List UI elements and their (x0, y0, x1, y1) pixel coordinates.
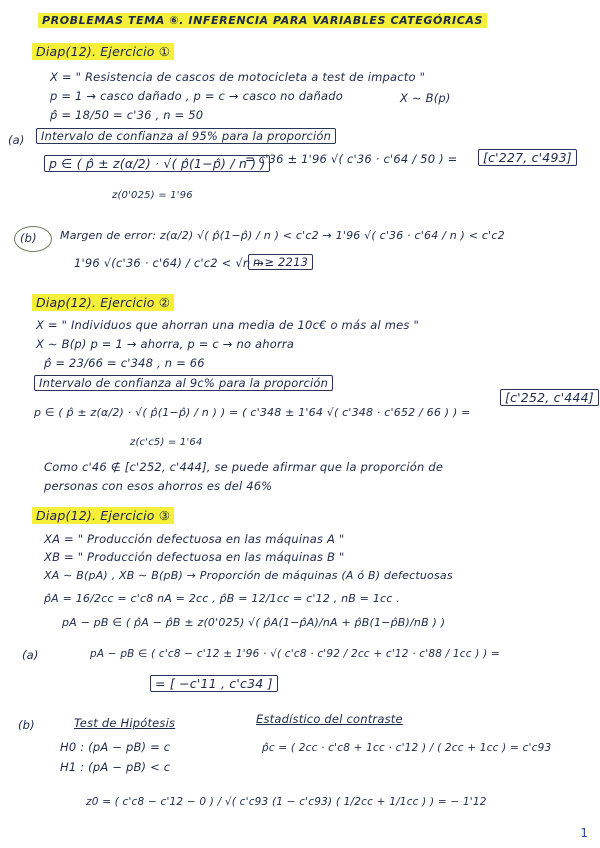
ej3-h1: H1 : (pA − pB) < c (60, 760, 171, 774)
ej2-a-result (500, 390, 599, 405)
ej3-header (32, 508, 174, 523)
ej1-line2: p = 1 → casco dañado , p = c → casco no dañado (50, 89, 343, 103)
ej2-a-title (34, 376, 333, 390)
ej1-b-label: (b) (20, 231, 37, 245)
ej3-h0: H0 : (pA − pB) = c (60, 740, 171, 754)
ej2-a-title-text: Intervalo de confianza al 9c% para la proporción (34, 375, 333, 391)
ej1-line1: X = " Resistencia de cascos de motocicleta a test de impacto " (50, 70, 426, 84)
ej3-b-stat-title: Estadístico del contraste (256, 712, 403, 726)
ej1-b-line2: 1'96 √(c'36 · c'64) / c'c2 < √n → (74, 256, 265, 270)
ej1-a-title-text: Intervalo de confianza al 95% para la proporción (36, 128, 336, 144)
ej2-line1: X = " Individuos que ahorran una media de 10c€ o más al mes " (36, 318, 419, 332)
ej3-line3: XA ∼ B(pA) , XB ∼ B(pB) → Proporción de máquinas (A ó B) defectuosas (44, 569, 453, 582)
ej2-line2: X ∼ B(p) p = 1 → ahorra, p = c → no ahorra (36, 337, 295, 351)
ej1-a-eq: = c'36 ± 1'96 √( c'36 · c'64 / 50 ) = (245, 152, 458, 166)
ej2-a-note: z(c'c5) = 1'64 (130, 437, 203, 448)
page-number: 1 (580, 826, 588, 840)
ej3-header-text: Diap(12). Ejercicio ③ (32, 507, 174, 524)
ej3-line2: XB = " Producción defectuosa en las máquinas B " (44, 550, 345, 564)
ej2-header (32, 295, 174, 310)
ej1-b-line1: Margen de error: z(α/2) √( p̂(1−p̂) / n ) < c'c2 → 1'96 √( c'36 · c'64 / n ) < c'c2 (60, 229, 505, 242)
ej2-line3: p̂ = 23/66 = c'348 , n = 66 (44, 356, 205, 370)
ej3-b-title: Test de Hipótesis (74, 716, 176, 730)
ej3-z0: z0 = ( c'c8 − c'12 − 0 ) / √( c'c93 (1 − c'c93) ( 1/2cc + 1/1cc ) ) = − 1'12 (86, 796, 487, 808)
ej2-a-formula: p ∈ ( p̂ ± z(α/2) · √( p̂(1−p̂) / n ) ) = ( c'348 ± 1'64 √( c'348 · c'652 / 66 ) ) = (34, 406, 471, 419)
ej1-header (32, 44, 174, 59)
ej1-b-result-text: n ≥ 2213 (248, 254, 313, 270)
ej1-a-formula (44, 156, 270, 171)
ej3-a-result (150, 676, 278, 691)
ej2-conclusion-1: Como c'46 ∉ [c'252, c'444], se puede afirmar que la proporción de (44, 460, 444, 474)
ej1-a-formula-text: p ∈ ( p̂ ± z(α/2) · √( p̂(1−p̂) / n ) ) (44, 155, 270, 172)
ej3-b-label: (b) (18, 718, 35, 732)
ej1-b-result (248, 255, 313, 269)
ej1-a-label: (a) (8, 133, 25, 147)
ej1-a-note: z(0'025) = 1'96 (112, 190, 193, 201)
ej1-a-result-text: [c'227, c'493] (478, 149, 577, 166)
ej2-header-text: Diap(12). Ejercicio ② (32, 294, 174, 311)
ej3-line4: p̂A = 16/2cc = c'c8 nA = 2cc , p̂B = 12/1cc = c'12 , nB = 1cc . (44, 592, 400, 605)
title-text: PROBLEMAS TEMA ⑥. INFERENCIA PARA VARIABLES CATEGÓRICAS (38, 13, 487, 28)
ej2-a-result-text: [c'252, c'444] (500, 389, 599, 406)
ej1-a-result (478, 150, 577, 165)
ej3-line1: XA = " Producción defectuosa en las máquinas A " (44, 532, 345, 546)
ej2-conclusion-2: personas con esos ahorros es del 46% (44, 479, 273, 493)
ej3-a-result-text: = [ −c'11 , c'c34 ] (150, 675, 278, 692)
ej3-a-eq: pA − pB ∈ ( c'c8 − c'12 ± 1'96 · √( c'c8 · c'92 / 2cc + c'12 · c'88 / 1cc ) ) = (90, 648, 500, 660)
ej1-line3: p̂ = 18/50 = c'36 , n = 50 (50, 108, 204, 122)
ej3-a-label: (a) (22, 648, 39, 662)
ej1-a-title (36, 129, 336, 143)
ej3-line5: pA − pB ∈ ( p̂A − p̂B ± z(0'025) √( p̂A(1−p̂A)/nA + p̂B(1−p̂B)/nB ) ) (62, 616, 446, 629)
ej3-pc: p̂c = ( 2cc · c'c8 + 1cc · c'12 ) / ( 2cc + 1cc ) = c'c93 (262, 742, 552, 754)
page-title (38, 14, 487, 27)
ej1-line2b: X ∼ B(p) (400, 91, 451, 105)
ej1-header-text: Diap(12). Ejercicio ① (32, 43, 174, 60)
